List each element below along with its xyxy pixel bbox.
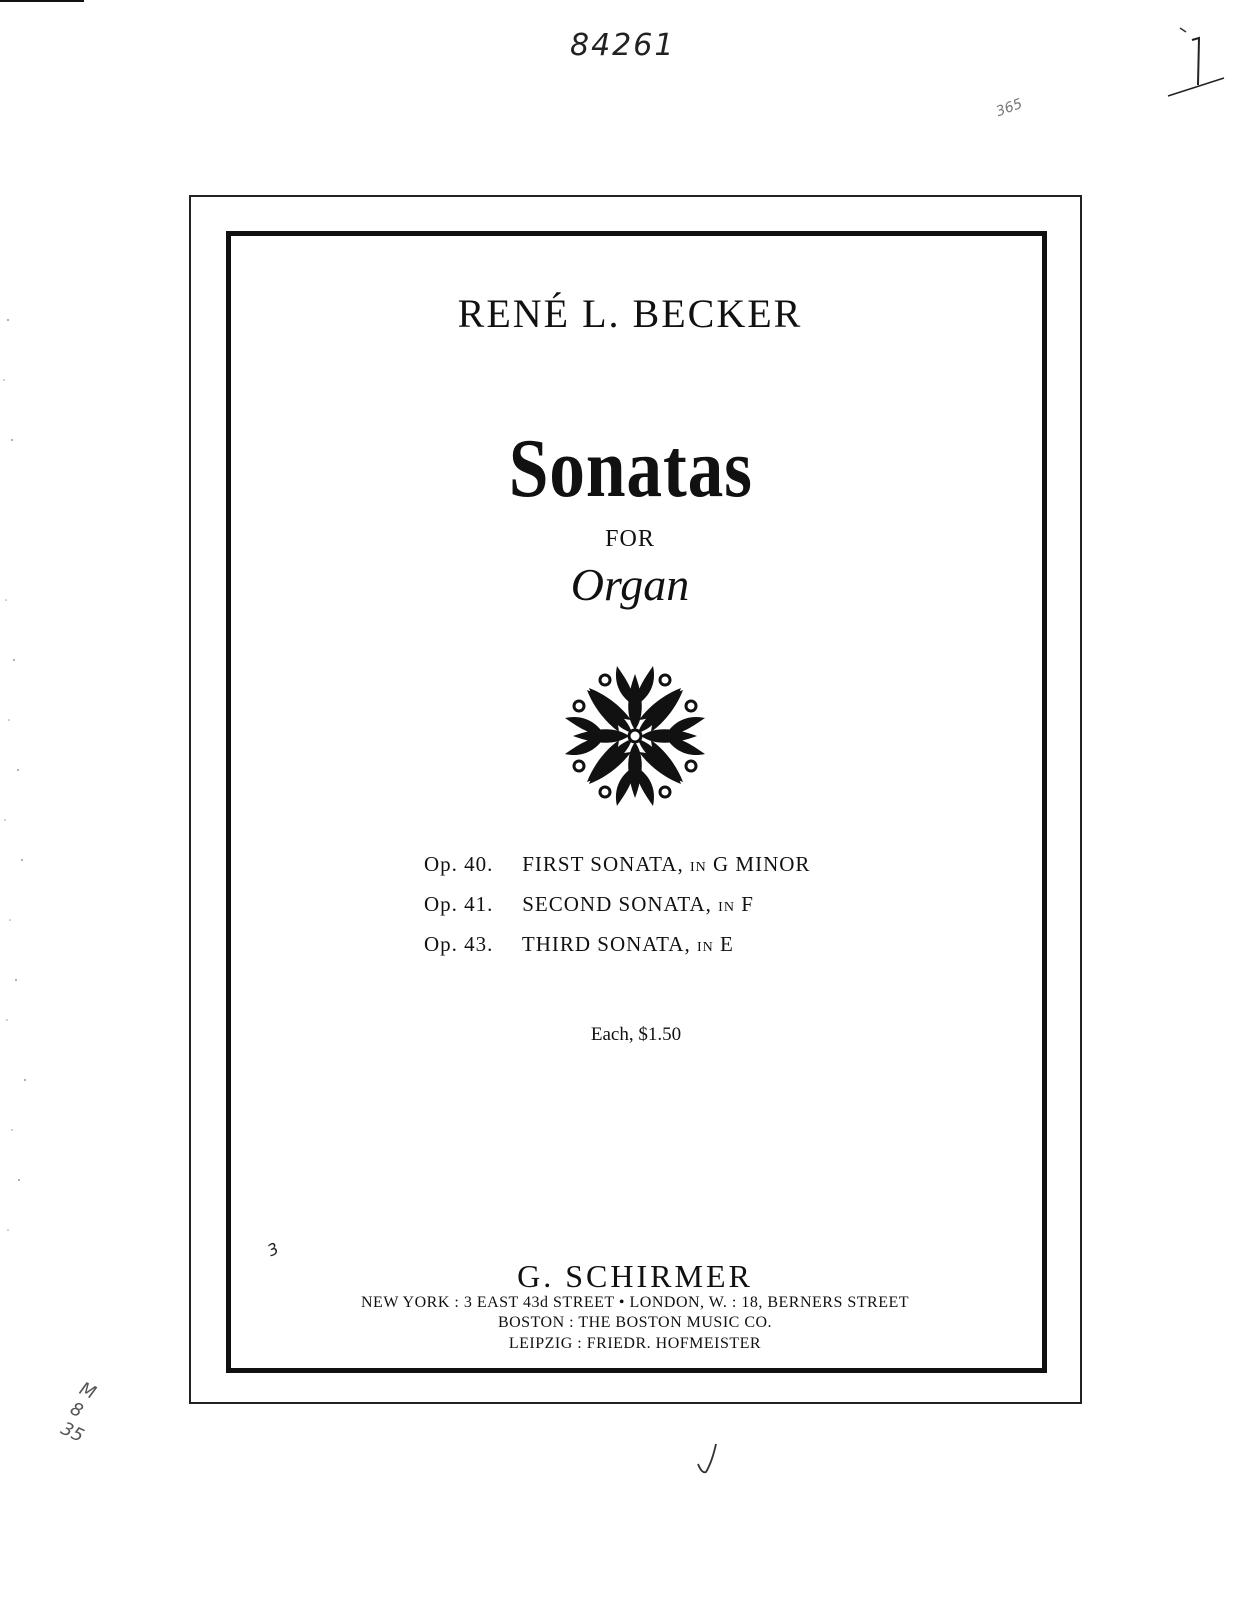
shelf-mark: 365 [994, 95, 1025, 121]
publisher-address-line: NEW YORK : 3 EAST 43d STREET • LONDON, W. : 18, BERNERS STREET [360, 1294, 910, 1311]
margin-note: 3 [264, 1238, 282, 1261]
instrument-name: Organ [570, 559, 690, 610]
work-key: E [719, 932, 734, 956]
key-prefix: IN [689, 860, 707, 875]
work-key: F [741, 892, 754, 916]
opus-number: Op. 40. [424, 852, 494, 876]
opus-number: Op. 43. [424, 932, 494, 956]
corner-pencil-mark [1166, 10, 1226, 100]
work-item [424, 892, 944, 932]
cover-title: Sonatas [508, 422, 753, 515]
publisher-name: G. SCHIRMER [517, 1258, 753, 1294]
key-prefix: IN [696, 940, 714, 955]
floral-ornament-icon [555, 656, 715, 816]
works-list [424, 852, 944, 972]
work-title: THIRD SONATA, [521, 932, 691, 956]
check-mark [694, 1440, 724, 1480]
work-item [424, 932, 944, 972]
opus-number: Op. 41. [424, 892, 494, 916]
work-title: SECOND SONATA, [522, 892, 712, 916]
lower-left-note [57, 1378, 106, 1447]
publisher-address-line: LEIPZIG : FRIEDR. HOFMEISTER [508, 1335, 762, 1352]
composer-name: RENÉ L. BECKER [457, 291, 803, 336]
price: Each, $1.50 [590, 1024, 682, 1045]
work-item [424, 852, 944, 892]
key-prefix: IN [718, 900, 735, 915]
publisher-address-line: BOSTON : THE BOSTON MUSIC CO. [497, 1314, 773, 1331]
corner-rule [0, 0, 84, 2]
for-label: FOR [605, 526, 655, 552]
work-key: G MINOR [713, 852, 811, 876]
catalog-number: 84261 [570, 28, 676, 63]
scan-specks [0, 300, 60, 1300]
lower-left-note-text: M 8 35 [57, 1378, 100, 1447]
work-title: FIRST SONATA, [522, 852, 684, 876]
